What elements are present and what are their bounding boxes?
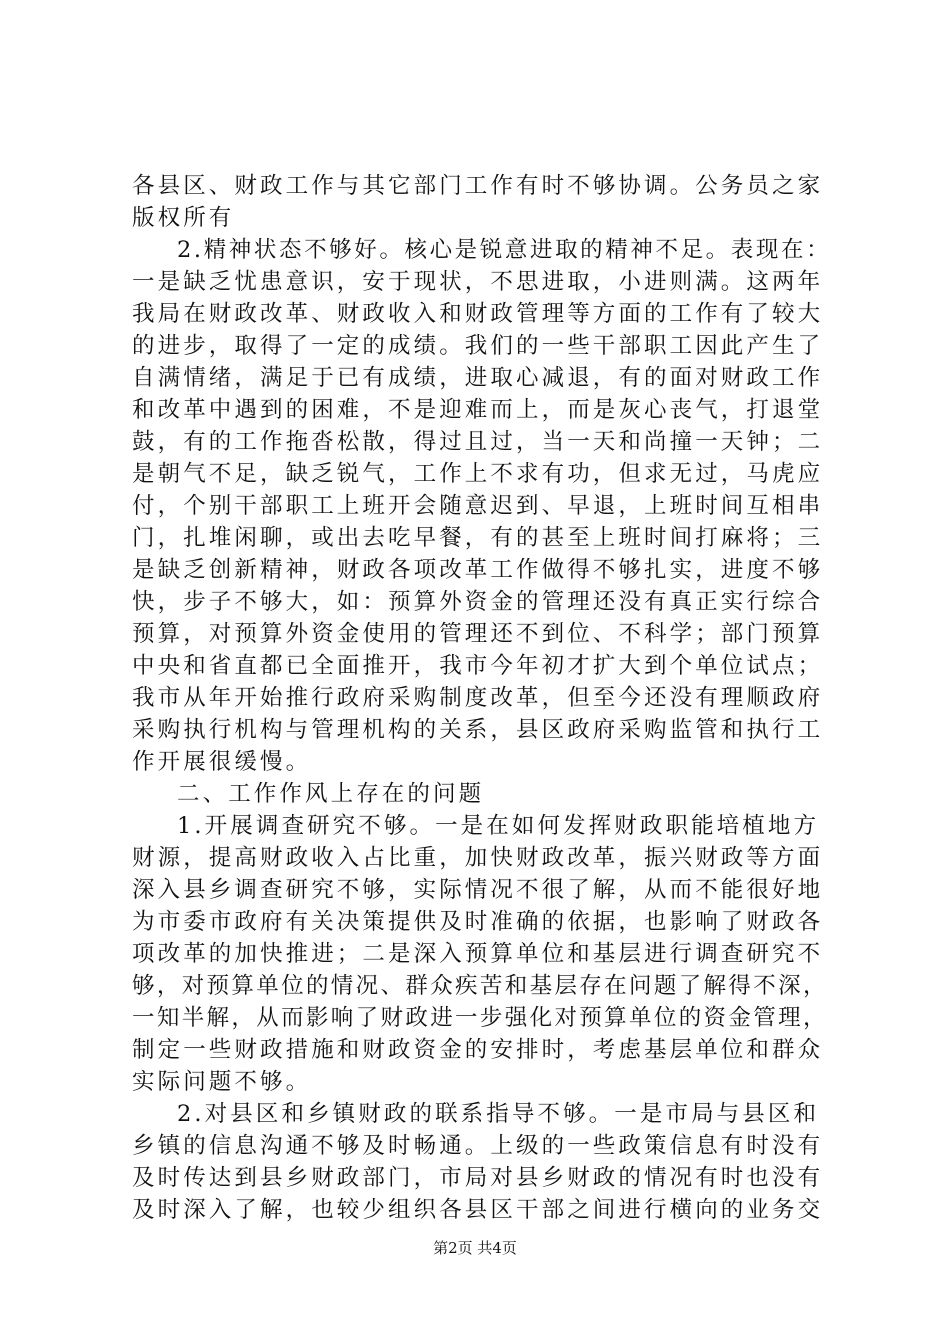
text-line: 一是缺乏忧患意识，安于现状，不思进取，小进则满。这两年 [132, 269, 824, 295]
text-line: 我市从年开始推行政府采购制度改革，但至今还没有理顺政府 [132, 685, 824, 711]
text-line: 制定一些财政措施和财政资金的安排时，考虑基层单位和群众 [132, 1037, 824, 1063]
text-line: 门，扎堆闲聊，或出去吃早餐，有的甚至上班时间打麻将；三 [132, 525, 824, 551]
text-line: 深入县乡调查研究不够，实际情况不很了解，从而不能很好地 [132, 877, 824, 903]
text-line: 为市委市政府有关决策提供及时准确的依据，也影响了财政各 [132, 909, 824, 935]
text-line: 中央和省直都已全面推开，我市今年初才扩大到个单位试点； [132, 653, 824, 679]
document-body [132, 170, 832, 1226]
text-line: 作开展很缓慢。 [132, 749, 312, 775]
text-line: 财源，提高财政收入占比重，加快财政改革，振兴财政等方面 [132, 845, 824, 871]
text-line: 自满情绪，满足于已有成绩，进取心减退，有的面对财政工作 [132, 365, 824, 391]
text-line: 我局在财政改革、财政收入和财政管理等方面的工作有了较大 [132, 301, 824, 327]
text-line: 版权所有 [132, 205, 235, 231]
text-line: 和改革中遇到的困难，不是迎难而上，而是灰心丧气，打退堂 [132, 397, 824, 423]
text-line: 各县区、财政工作与其它部门工作有时不够协调。公务员之家 [132, 173, 824, 199]
text-line: 及时深入了解，也较少组织各县区干部之间进行横向的业务交 [132, 1197, 824, 1223]
paragraph-start: 2.对县区和乡镇财政的联系指导不够。一是市局与县区和 [177, 1101, 820, 1127]
text-line: 一知半解，从而影响了财政进一步强化对预算单位的资金管理， [132, 1005, 828, 1031]
text-line: 是缺乏创新精神，财政各项改革工作做得不够扎实，进度不够 [132, 557, 824, 583]
page-number-footer: 第2页 共4页 [433, 1239, 517, 1257]
text-line: 项改革的加快推进；二是深入预算单位和基层进行调查研究不 [132, 941, 824, 967]
text-line: 够，对预算单位的情况、群众疾苦和基层存在问题了解得不深， [132, 973, 828, 999]
text-line: 及时传达到县乡财政部门，市局对县乡财政的情况有时也没有 [132, 1165, 824, 1191]
text-line: 采购执行机构与管理机构的关系，县区政府采购监管和执行工 [132, 717, 824, 743]
text-line: 付，个别干部职工上班开会随意迟到、早退，上班时间互相串 [132, 493, 824, 519]
paragraph-start: 1.开展调查研究不够。一是在如何发挥财政职能培植地方 [177, 813, 820, 839]
paragraph-start: 2.精神状态不够好。核心是锐意进取的精神不足。表现在： [177, 237, 832, 263]
text-line: 实际问题不够。 [132, 1069, 312, 1095]
text-line: 快，步子不够大，如：预算外资金的管理还没有真正实行综合 [132, 589, 824, 615]
text-line: 鼓，有的工作拖沓松散，得过且过，当一天和尚撞一天钟；二 [132, 429, 824, 455]
text-line: 预算，对预算外资金使用的管理还不到位、不科学；部门预算 [132, 621, 824, 647]
text-line: 乡镇的信息沟通不够及时畅通。上级的一些政策信息有时没有 [132, 1133, 824, 1159]
text-line: 的进步，取得了一定的成绩。我们的一些干部职工因此产生了 [132, 333, 824, 359]
text-line: 是朝气不足，缺乏锐气，工作上不求有功，但求无过，马虎应 [132, 461, 824, 487]
section-heading: 二、工作作风上存在的问题 [177, 781, 485, 807]
